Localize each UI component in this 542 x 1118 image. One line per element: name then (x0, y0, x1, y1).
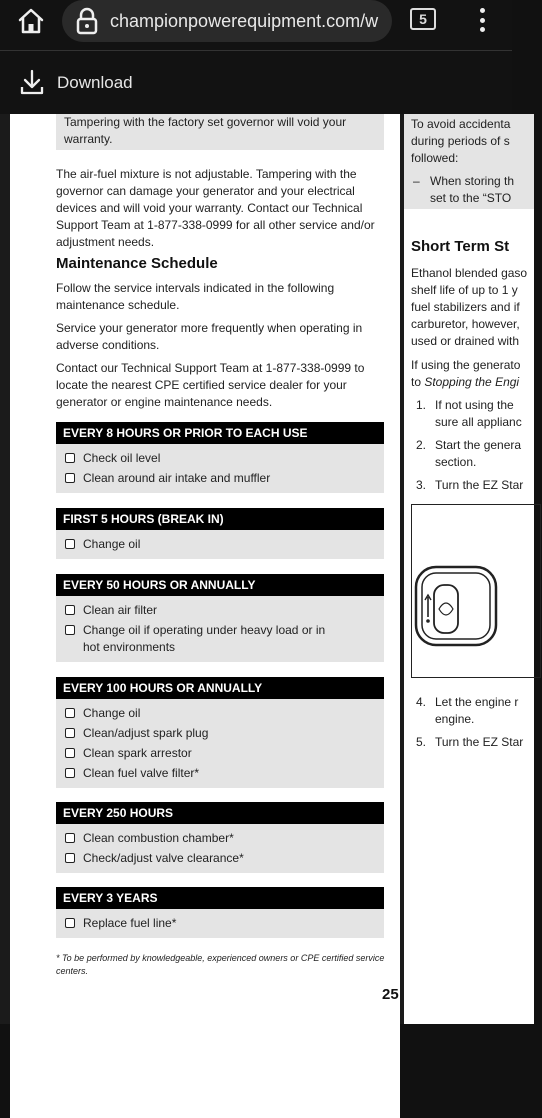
schedule-block (56, 887, 384, 938)
bullet-line: When storing th (430, 174, 515, 188)
step-text: If not using the (435, 398, 514, 412)
ethanol-line: shelf life of up to 1 y (411, 283, 518, 297)
step-number: 5. (416, 735, 427, 749)
short-term-storage-heading: Short Term St (411, 238, 510, 255)
schedule-item: Replace fuel line* (56, 914, 384, 934)
schedule-header: EVERY 50 HOURS OR ANNUALLY (56, 574, 384, 596)
url-text: championpowerequipment.com/w (110, 10, 379, 31)
governor-note (56, 114, 384, 150)
schedule-header: EVERY 3 YEARS (56, 887, 384, 909)
maintenance-heading: Maintenance Schedule (56, 255, 218, 272)
schedule-item: Clean fuel valve filter* (56, 764, 384, 784)
checkbox-icon (65, 833, 75, 843)
pdf-page-25 (10, 114, 400, 1118)
box-line: during periods of s (411, 134, 510, 148)
schedule-item: Clean spark arrestor (56, 744, 384, 764)
download-label: Download (57, 73, 133, 92)
schedule-block (56, 508, 384, 559)
schedule-block (56, 677, 384, 788)
schedule-block (56, 802, 384, 873)
step-text: Turn the EZ Star (435, 478, 524, 492)
schedule-block (56, 574, 384, 662)
schedule-item: Clean/adjust spark plug (56, 724, 384, 744)
pdf-page-26 (404, 114, 534, 1024)
ethanol-line: used or drained with (411, 334, 520, 348)
schedule-item: Check oil level (56, 449, 384, 469)
adverse-conditions-paragraph: Service your generator more frequently when operating in adverse conditions. (56, 321, 363, 352)
home-icon (17, 8, 45, 34)
pdf-viewer[interactable] (0, 114, 528, 1024)
schedule-header: EVERY 250 HOURS (56, 802, 384, 824)
home-button[interactable] (14, 6, 48, 36)
schedule-header: EVERY 100 HOURS OR ANNUALLY (56, 677, 384, 699)
checkbox-icon (65, 473, 75, 483)
lock-icon (76, 8, 98, 34)
checkbox-icon (65, 539, 75, 549)
checkbox-icon (65, 748, 75, 758)
browser-toolbar (0, 0, 512, 50)
schedule-header: FIRST 5 HOURS (BREAK IN) (56, 508, 384, 530)
checkbox-icon (65, 453, 75, 463)
step-number: 2. (416, 438, 427, 452)
download-icon (20, 69, 44, 95)
address-bar[interactable] (62, 0, 392, 42)
checkbox-icon (65, 853, 75, 863)
schedule-item: Clean around air intake and muffler (56, 469, 384, 489)
ethanol-line: Ethanol blended gaso (411, 266, 528, 280)
checkbox-icon (65, 918, 75, 928)
footnote: * To be performed by knowledgeable, experienced owners or CPE certified service centers. (56, 953, 385, 976)
schedule-item: Check/adjust valve clearance* (56, 849, 384, 869)
generator-line: to Stopping the Engi (411, 375, 520, 389)
checkbox-icon (65, 728, 75, 738)
schedule-block (56, 422, 384, 493)
step-number: 3. (416, 478, 427, 492)
box-line: followed: (411, 151, 459, 165)
schedule-item: Change oil (56, 704, 384, 724)
checkbox-icon (65, 708, 75, 718)
service-intervals-paragraph: Follow the service intervals indicated in the following maintenance schedule. (56, 281, 335, 312)
fuel-switch-diagram-icon (411, 504, 541, 678)
step-number: 1. (416, 398, 427, 412)
download-bar[interactable] (0, 50, 512, 114)
step-text: Turn the EZ Star (435, 735, 524, 749)
schedule-item: Change oil (56, 535, 384, 555)
schedule-item: Change oil if operating under heavy load or in hot environments (56, 621, 384, 658)
contact-paragraph: Contact our Technical Support Team at 1-877-338-0999 to locate the nearest CPE certified service dealer for your generator or engine maintenance needs. (56, 361, 365, 409)
checkbox-icon (65, 605, 75, 615)
checkbox-icon (65, 625, 75, 635)
step-text: engine. (435, 712, 475, 726)
schedule-item: Clean combustion chamber* (56, 829, 384, 849)
step-text: sure all applianc (435, 415, 522, 429)
bullet-dash: – (413, 174, 420, 188)
air-fuel-paragraph: The air-fuel mixture is not adjustable. Tampering with the governor can damage your generator and your electrical devices and will void your warranty. Contact our Technical Support Team at 1-877-338-0999 for all other service and/or adjustment needs. (56, 167, 375, 249)
schedule-item: Clean air filter (56, 601, 384, 621)
bullet-line: set to the “STO (430, 191, 512, 205)
page-number: 25 (382, 986, 399, 1003)
more-vert-icon[interactable] (470, 4, 494, 36)
ethanol-line: fuel stabilizers and if (411, 300, 520, 314)
step-number: 4. (416, 695, 427, 709)
step-text: Let the engine r (435, 695, 519, 709)
tab-switcher-button[interactable]: 5 (410, 8, 436, 30)
checkbox-icon (65, 768, 75, 778)
step-text: Start the genera (435, 438, 522, 452)
step-text: section. (435, 455, 477, 469)
generator-line: If using the generato (411, 358, 521, 372)
box-line: To avoid accidenta (411, 117, 511, 131)
governor-note-text: Tampering with the factory set governor will void your warranty. (64, 115, 347, 146)
ethanol-line: carburetor, however, (411, 317, 520, 331)
schedule-header: EVERY 8 HOURS OR PRIOR TO EACH USE (56, 422, 384, 444)
